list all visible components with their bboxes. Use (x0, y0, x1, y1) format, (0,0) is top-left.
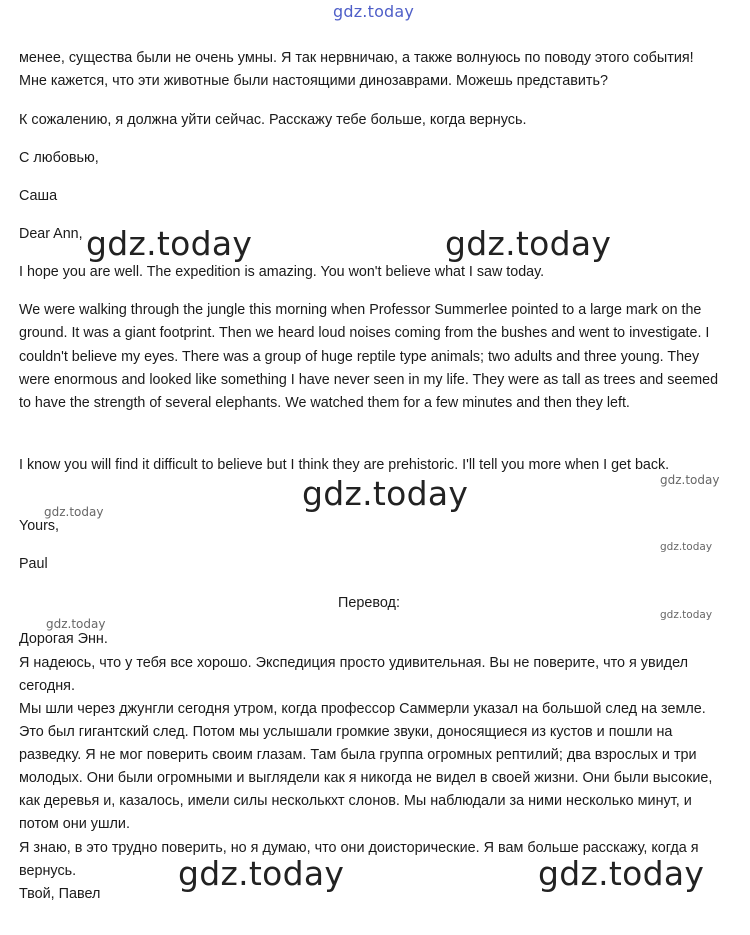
watermark-small: gdz.today (44, 505, 104, 519)
translation-closing: Твой, Павел (19, 886, 101, 902)
watermark-large: gdz.today (302, 474, 469, 513)
watermark-small: gdz.today (660, 541, 713, 553)
english-paragraph-1: I hope you are well. The expedition is amazing. You won't believe what I saw today. (19, 264, 545, 280)
watermark-small: gdz.today (660, 473, 720, 487)
watermark-large: gdz.today (538, 854, 705, 893)
russian-signature: Саша (19, 188, 58, 204)
english-paragraph-2: We were walking through the jungle this morning when Professor Summerlee pointed to a large mark on the ground. It was a giant footprint. Then we heard loud noises coming from the bushes and went to investigate. I couldn't believe my eyes. There was a group of huge reptile type animals; two adults and three young. They were enormous and looked like something I have never seen in my life. They were as tall as trees and seemed to have the strength of several elephants. We watched them for a few minutes and then they left. (19, 302, 719, 412)
watermark-large: gdz.today (86, 224, 253, 263)
translation-heading: Перевод: (338, 595, 400, 611)
translation-line-2: Мы шли через джунгли сегодня утром, когда профессор Саммерли указал на большой след на земле. Это был гигантский след. Потом мы услышали громкие звуки, доносящиеся из кустов и пошли на разведку. Я не мог поверить своим глазам. Там была группа огромных рептилий; два взрослых и три молодых. Они были огромными и выглядели как я никогда не видел в своей жизни. Они были высокие, как деревья и, казалось, имели силы несколькхт слонов. Мы наблюдали за ними несколько минут, и потом они ушли. (19, 701, 713, 832)
watermark-small: gdz.today (660, 609, 713, 621)
russian-paragraph-1: менее, существа были не очень умны. Я так нервничаю, а также волнуюсь по поводу этого события! Мне кажется, что эти животные были настоящими динозаврами. Можешь представить? (19, 50, 694, 89)
watermark-large: gdz.today (178, 854, 345, 893)
watermark-small: gdz.today (46, 617, 106, 631)
translation-greeting: Дорогая Энн. (19, 631, 108, 647)
english-greeting: Dear Ann, (19, 226, 83, 242)
russian-paragraph-2: К сожалению, я должна уйти сейчас. Расскажу тебе больше, когда вернусь. (19, 112, 527, 128)
watermark-large: gdz.today (445, 224, 612, 263)
watermark-top: gdz.today (333, 2, 415, 21)
english-signature: Paul (19, 556, 48, 572)
translation-line-3: Я знаю, в это трудно поверить, но я думаю, что они доисторические. Я вам больше расскажу, когда я вернусь. (19, 840, 699, 879)
russian-closing: С любовью, (19, 150, 99, 166)
english-closing: Yours, (19, 518, 60, 534)
translation-line-1: Я надеюсь, что у тебя все хорошо. Экспедиция просто удивительная. Вы не поверите, что я увидел сегодня. (19, 655, 688, 694)
english-paragraph-3: I know you will find it difficult to believe but I think they are prehistoric. I'll tell you more when I get back. (19, 457, 670, 473)
